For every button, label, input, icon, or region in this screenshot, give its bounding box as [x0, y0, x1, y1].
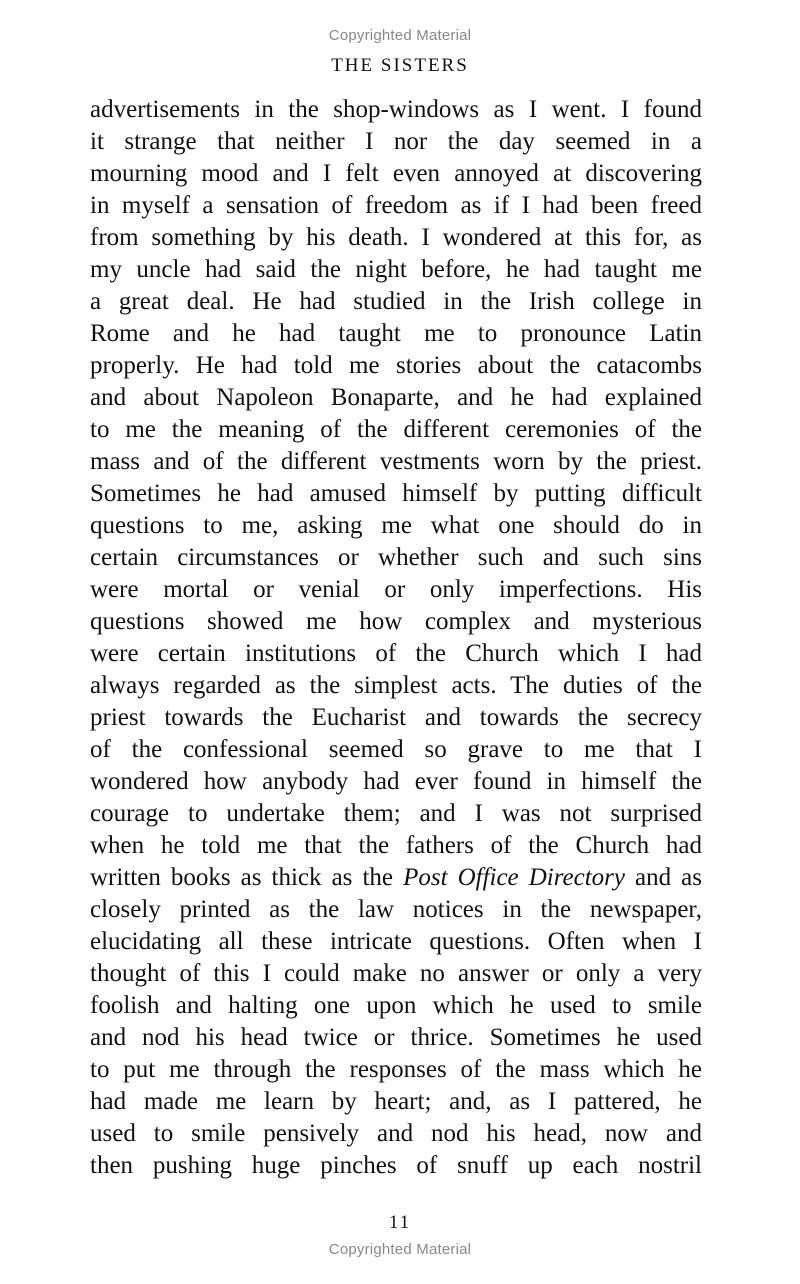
- text-line: elucidating all these intricate questions. Often when I: [90, 928, 702, 955]
- text-line: to me the meaning of the different ceremonies of the: [90, 416, 702, 443]
- text-line: properly. He had told me stories about the catacombs: [90, 352, 702, 379]
- text-line: were certain institutions of the Church which I had: [90, 640, 702, 667]
- text-line: courage to undertake them; and I was not surprised: [90, 800, 702, 827]
- text-line: and about Napoleon Bonaparte, and he had explained: [90, 384, 702, 411]
- text-line: Rome and he had taught me to pronounce Latin: [90, 320, 702, 347]
- copyright-watermark-top: Copyrighted Material: [328, 27, 472, 44]
- text-line: when he told me that the fathers of the Church had: [90, 832, 702, 859]
- text-line: Sometimes he had amused himself by putting difficult: [90, 480, 702, 507]
- text-line: in myself a sensation of freedom as if I had been freed: [90, 192, 702, 219]
- text-line: mourning mood and I felt even annoyed at discovering: [90, 160, 702, 187]
- text-line: priest towards the Eucharist and towards the secrecy: [90, 704, 702, 731]
- text-line: mass and of the different vestments worn by the priest.: [90, 448, 702, 475]
- text-line: then pushing huge pinches of snuff up each nostril: [90, 1152, 702, 1179]
- text-line: always regarded as the simplest acts. The duties of the: [90, 672, 702, 699]
- text-line: it strange that neither I nor the day seemed in a: [90, 128, 702, 155]
- text-line: were mortal or venial or only imperfections. His: [90, 576, 702, 603]
- text-line: used to smile pensively and nod his head, now and: [90, 1120, 702, 1147]
- text-line: a great deal. He had studied in the Irish college in: [90, 288, 702, 315]
- text-line: closely printed as the law notices in the newspaper,: [90, 896, 702, 923]
- text-line: to put me through the responses of the mass which he: [90, 1056, 702, 1083]
- text-line: certain circumstances or whether such and such sins: [90, 544, 702, 571]
- body-text: [90, 94, 702, 1182]
- text-line: questions to me, asking me what one should do in: [90, 512, 702, 539]
- text-line: had made me learn by heart; and, as I pattered, he: [90, 1088, 702, 1115]
- running-head: THE SISTERS: [331, 55, 469, 76]
- text-line-with-italic-title: [90, 862, 702, 894]
- line-text-before: written books as thick as the: [90, 864, 404, 891]
- text-line: wondered how anybody had ever found in himself the: [90, 768, 702, 795]
- line-text-after: and as: [624, 864, 702, 891]
- text-line: my uncle had said the night before, he had taught me: [90, 256, 702, 283]
- text-line: questions showed me how complex and mysterious: [90, 608, 702, 635]
- text-line: of the confessional seemed so grave to me that I: [90, 736, 702, 763]
- copyright-watermark-bottom: Copyrighted Material: [328, 1241, 472, 1258]
- page-number: 11: [388, 1212, 412, 1233]
- text-line: from something by his death. I wondered at this for, as: [90, 224, 702, 251]
- text-line: and nod his head twice or thrice. Sometimes he used: [90, 1024, 702, 1051]
- text-line: advertisements in the shop-windows as I went. I found: [90, 96, 702, 123]
- italic-book-title: Post Office Directory: [403, 864, 625, 891]
- text-line: foolish and halting one upon which he used to smile: [90, 992, 702, 1019]
- text-line: thought of this I could make no answer or only a very: [90, 960, 702, 987]
